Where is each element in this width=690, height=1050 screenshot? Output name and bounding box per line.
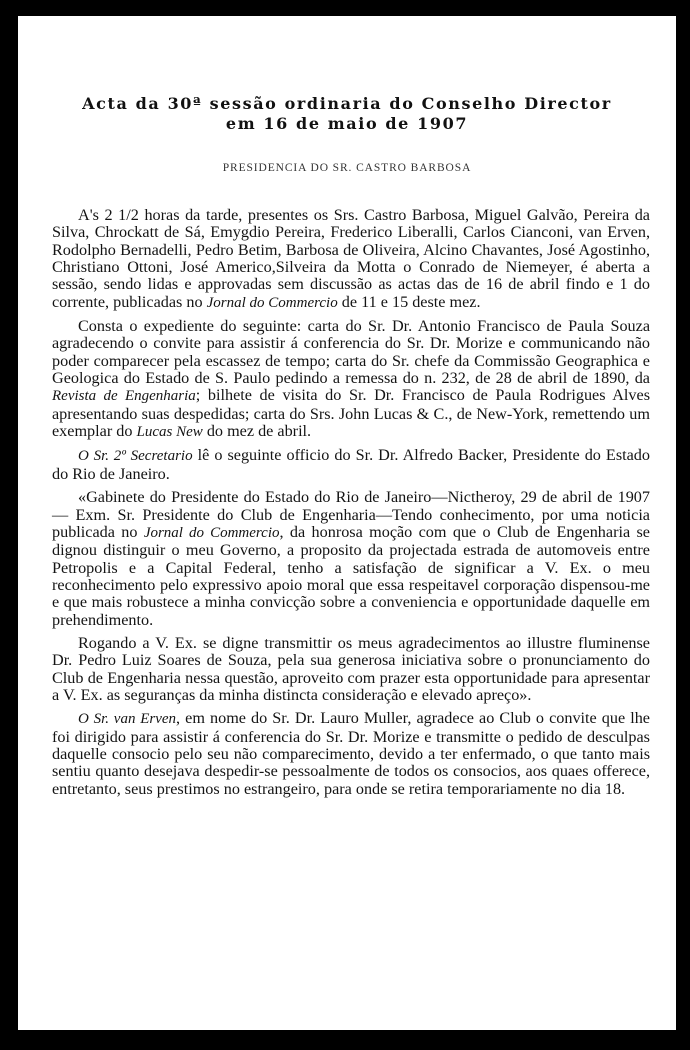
paragraph-letter-closing <box>52 635 650 704</box>
paragraph-correspondence <box>52 318 650 441</box>
text-run: «Gabinete do Presidente do Estado do Rio de Janeiro—Nictheroy, 29 de abril de 1907 — Exm. Sr. Presidente do Club de Engenharia—Tendo conhecimento, por uma noticia publicada no <box>52 488 650 541</box>
document-page <box>18 16 676 1030</box>
minutes-body <box>52 207 650 804</box>
paragraph-secretary <box>52 447 650 483</box>
journal-citation: Lucas New <box>136 424 203 441</box>
text-run: Rogando a V. Ex. se digne transmittir os meus agradecimentos ao illustre fluminense Dr. Pedro Luiz Soares de Souza, pela sua generosa iniciativa sobre o pronunciamento do Club de Engenharia nessa questão, aproveito com prazer esta opportunidade para apresentar a V. Ex. as seguranças da minha distincta consideração e elevado apreço». <box>52 633 650 704</box>
text-run: A's 2 1/2 horas da tarde, presentes os Srs. Castro Barbosa, Miguel Galvão, Pereira da Silva, Chrockatt de Sá, Emygdio Pereira, Frederico Liberalli, Carlos Cianconi, van Erven, Rodolpho Bernadelli, Pedro Betim, Barbosa de Oliveira, Alcino Chavantes, José Agostinho, Christiano Ottoni, José Americo,Silveira da Motta o Conrado de Niemeyer, é aberta a sessão, sendo lidas e approvadas sem discussão as actas das de 16 de abril findo e 1 do corrente, publicadas no <box>52 206 650 311</box>
text-run: , da honrosa moção com que o Club de Engenharia se dignou distinguir o meu Governo, a proposito da projectada estrada de automoveis entre Petropolis e a Capital Federal, tenho a satisfação de significar a V. Ex. o meu reconhecimento pelo expressivo apoio moral que essa respeitavel corporação dispensou-me e que mais robustece a minha convicção sobre a conveniencia e opportunidade daquelle em prehendimento. <box>52 522 650 629</box>
text-run: lê o seguinte officio do Sr. Dr. Alfredo Backer, Presidente do Estado do Rio de Janeiro. <box>52 446 650 483</box>
paragraph-letter <box>52 489 650 629</box>
text-run: ; bilhete de visita do Sr. Dr. Francisco de Paula Rodrigues Alves apresentando suas despedidas; carta do Srs. John Lucas & C., de New-York, remettendo um exemplar do <box>52 386 651 441</box>
journal-citation: Jornal do Commercio <box>206 294 338 311</box>
minutes-date: em 16 de maio de 1907 <box>225 114 469 133</box>
speaker-name: O Sr. 2º Secretario <box>78 448 193 465</box>
speaker-name: O Sr. van Erven <box>78 711 177 728</box>
journal-citation: Revista de Engenharia <box>52 388 196 405</box>
text-run: Consta o expediente do seguinte: carta do Sr. Dr. Antonio Francisco de Paula Souza agradecendo o convite para assistir á conferencia do Sr. Dr. Morize e communicando não poder comparecer pela escassez de tempo; carta do Sr. chefe da Commissão Geographica e Geologica do Estado de S. Paulo pedindo a remessa do n. 232, de 28 de abril de 1890, da <box>52 317 650 388</box>
text-run: de 11 e 15 deste mez. <box>337 292 481 311</box>
minutes-title: Acta da 30ª sessão ordinaria do Conselho Director <box>82 94 612 113</box>
presidency-line: PRESIDENCIA DO SR. CASTRO BARBOSA <box>222 162 472 174</box>
paragraph-van-erven <box>52 710 650 798</box>
text-run: do mez de abril. <box>202 422 312 441</box>
journal-citation: Jornal do Commercio <box>143 524 280 541</box>
text-run: , em nome do Sr. Dr. Lauro Muller, agradece ao Club o convite que lhe foi dirigido para assistir á conferencia do Sr. Dr. Morize e transmitte o pedido de desculpas daquelle consocio pelo seu não comparecimento, devido a ter enfermado, o que tanto mais sentiu quanto desejava despedir-se pessoalmente de todos os consocios, aos quaes offerece, entretanto, seus prestimos no estrangeiro, para onde se retira temporariamente no dia 18. <box>52 709 650 798</box>
paragraph-attendance <box>52 207 650 312</box>
